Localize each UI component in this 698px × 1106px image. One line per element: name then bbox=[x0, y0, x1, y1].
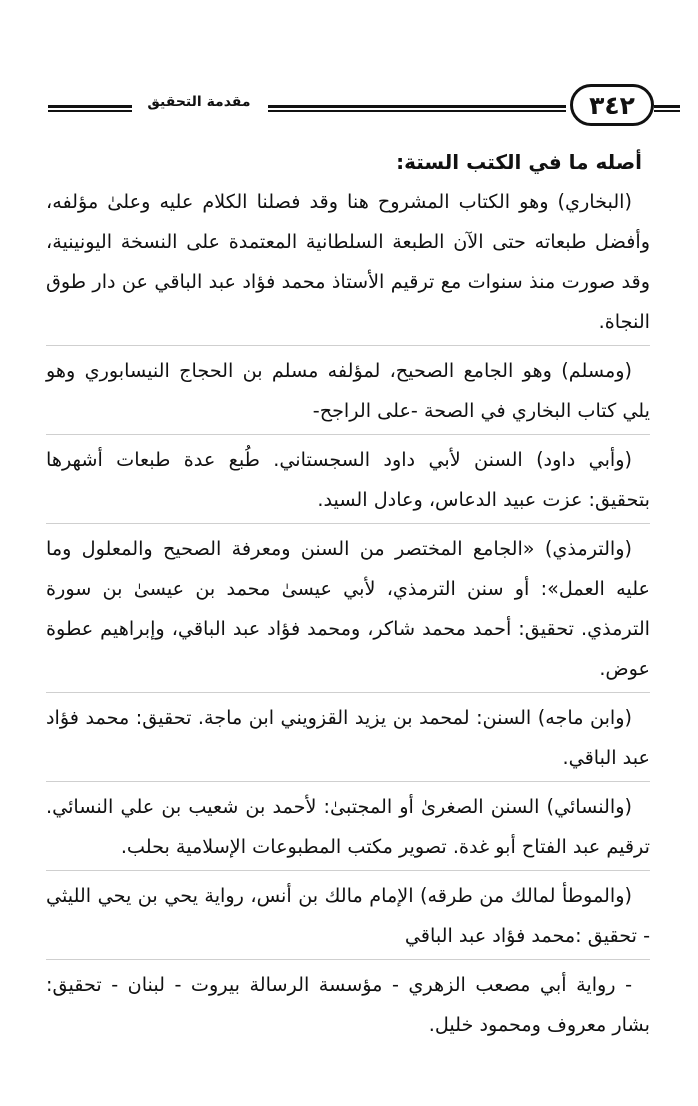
paragraph-divider bbox=[46, 692, 650, 693]
running-title: مقدمة التحقيق bbox=[147, 94, 251, 110]
paragraph-abu-dawud: (وأبي داود) السنن لأبي داود السجستاني. طُبع عدة طبعات أشهرها بتحقيق: عزت عبيد الدعاس، وعادل السيد. bbox=[46, 448, 650, 511]
paragraph-divider bbox=[46, 434, 650, 435]
paragraph-divider bbox=[46, 523, 650, 524]
paragraph-divider bbox=[46, 959, 650, 960]
paragraph-muslim: (ومسلم) وهو الجامع الصحيح، لمؤلفه مسلم بن الحجاج النيسابوري وهو يلي كتاب البخاري في الصحة -على الراجح- bbox=[46, 359, 650, 422]
paragraph-ibn-majah: (وابن ماجه) السنن: لمحمد بن يزيد القزويني ابن ماجة. تحقيق: محمد فؤاد عبد الباقي. bbox=[46, 706, 650, 769]
page-header bbox=[40, 82, 662, 132]
header-rule-middle bbox=[268, 105, 566, 108]
paragraph-muwatta: (والموطأ لمالك من طرقه) الإمام مالك بن أنس، رواية يحي بن يحي الليثي - تحقيق :محمد فؤاد عبد الباقي bbox=[46, 884, 650, 947]
paragraph-divider bbox=[46, 345, 650, 346]
page-body bbox=[46, 142, 650, 1045]
section-heading: أصله ما في الكتب الستة: bbox=[396, 150, 642, 174]
paragraph-muwatta-riwayah: - رواية أبي مصعب الزهري - مؤسسة الرسالة بيروت - لبنان - تحقيق: بشار معروف ومحمود خليل. bbox=[46, 973, 650, 1036]
paragraph-nasai: (والنسائي) السنن الصغرىٰ أو المجتبىٰ: لأحمد بن شعيب بن علي النسائي. ترقيم عبد الفتاح أبو غدة. تصوير مكتب المطبوعات الإسلامية بحلب. bbox=[46, 795, 650, 858]
paragraph-divider bbox=[46, 870, 650, 871]
header-rule-right bbox=[654, 105, 680, 108]
paragraph-tirmidhi: (والترمذي) «الجامع المختصر من السنن ومعرفة الصحيح والمعلول وما عليه العمل»: أو سنن الترمذي، لأبي عيسىٰ محمد بن عيسىٰ بن سورة الترمذي. تحقيق: أحمد محمد شاكر، ومحمد فؤاد عبد الباقي، وإبراهيم عطوة عوض. bbox=[46, 537, 650, 680]
header-rule-left bbox=[48, 105, 132, 108]
page-number: ٣٤٢ bbox=[570, 84, 654, 126]
paragraph-bukhari: (البخاري) وهو الكتاب المشروح هنا وقد فصلنا الكلام عليه وعلىٰ مؤلفه، وأفضل طبعاته حتى الآن الطبعة السلطانية المعتمدة على النسخة اليونينية، وقد صورت منذ سنوات مع ترقيم الأستاذ محمد فؤاد عبد الباقي عن دار طوق النجاة. bbox=[46, 190, 650, 333]
paragraph-divider bbox=[46, 781, 650, 782]
